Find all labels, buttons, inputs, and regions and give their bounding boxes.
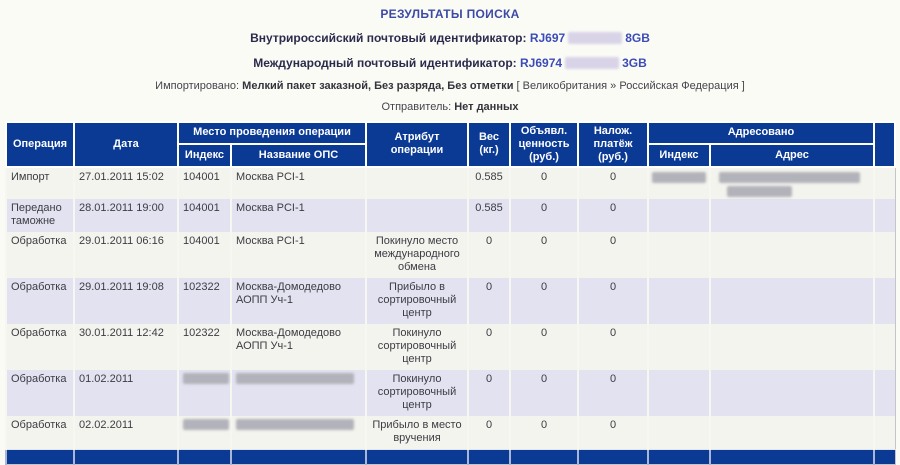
footer-cell [6,449,74,464]
cell-weight: 0 [468,278,510,324]
cell-date: 02.02.2011 [74,416,178,450]
col-header-addr-index: Индекс [648,144,710,167]
cell-date: 30.01.2011 12:42 [74,324,178,370]
international-id-label: Международный почтовый идентификатор: [253,55,517,70]
table-row [6,199,895,232]
cell-end-spacer [874,278,895,324]
cell-place-name: Москва PCI-1 [231,232,366,278]
cell-place-index: 104001 [178,199,231,232]
cell-attribute: Прибыло в сортировочный центр [366,278,468,324]
tracking-table [5,121,896,465]
col-header-cod: Налож. платёж (руб.) [578,122,648,167]
domestic-id-value [530,31,650,45]
cell-cod: 0 [578,370,648,416]
cell-attribute: Покинуло сортировочный центр [366,370,468,416]
table-row [6,416,895,450]
cell-attribute [366,199,468,232]
imported-line [0,80,900,92]
footer-cell [874,449,895,464]
cell-weight: 0 [468,232,510,278]
results-summary [0,0,900,113]
cell-address [710,232,874,278]
col-header-declared-value: Объявл. ценность (руб.) [510,122,578,167]
cell-operation: Импорт [6,167,74,199]
cell-place-index [178,370,231,416]
cell-place-name: Москва PCI-1 [231,199,366,232]
cell-addr-index [648,199,710,232]
cell-declared-value: 0 [510,278,578,324]
international-id-value [520,56,647,70]
redacted-id-segment [568,32,622,44]
footer-cell [578,449,648,464]
page-title: РЕЗУЛЬТАТЫ ПОИСКА [380,7,520,21]
redacted-ops-name [236,419,354,430]
cell-operation: Передано таможне [6,199,74,232]
cell-place-name: Москва PCI-1 [231,167,366,199]
imported-value: Мелкий пакет заказной, Без разряда, Без отметки [242,79,514,92]
cell-declared-value: 0 [510,416,578,450]
sender-line [0,101,900,113]
cell-cod: 0 [578,232,648,278]
cell-address [710,278,874,324]
footer-cell [178,449,231,464]
redacted-index [183,419,229,430]
footer-cell [231,449,366,464]
col-header-addr-address: Адрес [710,144,874,167]
cell-end-spacer [874,232,895,278]
col-header-place-name: Название ОПС [231,144,366,167]
cell-place-name [231,416,366,450]
cell-weight: 0.585 [468,199,510,232]
cell-declared-value: 0 [510,167,578,199]
redacted-ops-name [236,373,354,384]
col-header-weight: Вес (кг.) [468,122,510,167]
footer-cell [74,449,178,464]
footer-cell [468,449,510,464]
cell-attribute: Покинуло место международного обмена [366,232,468,278]
table-row [6,232,895,278]
table-footer [6,449,895,464]
table-header [6,122,895,167]
redacted-addr-index [652,172,706,183]
table-body [6,167,895,450]
footer-cell [510,449,578,464]
cell-addr-index [648,324,710,370]
cell-weight: 0 [468,416,510,450]
cell-end-spacer [874,324,895,370]
cell-end-spacer [874,370,895,416]
redacted-address [719,172,860,183]
col-header-operation: Операция [6,122,74,167]
cell-attribute [366,167,468,199]
col-header-addressed-group: Адресовано [648,122,874,145]
cell-cod: 0 [578,199,648,232]
cell-date: 28.01.2011 19:00 [74,199,178,232]
cell-cod: 0 [578,167,648,199]
cell-end-spacer [874,199,895,232]
cell-weight: 0 [468,370,510,416]
cell-operation: Обработка [6,370,74,416]
cell-address [710,416,874,450]
domestic-id-suffix: 8GB [625,31,650,45]
table-row [6,278,895,324]
cell-operation: Обработка [6,416,74,450]
sender-value: Нет данных [454,100,519,113]
cell-date: 29.01.2011 19:08 [74,278,178,324]
table-row [6,167,895,199]
cell-addr-index [648,232,710,278]
domestic-id-line [0,31,900,46]
cell-addr-index [648,278,710,324]
cell-cod: 0 [578,324,648,370]
cell-date: 01.02.2011 [74,370,178,416]
cell-end-spacer [874,416,895,450]
col-header-place-group: Место проведения операции [178,122,366,145]
cell-addr-index [648,167,710,199]
cell-operation: Обработка [6,232,74,278]
cell-attribute: Прибыло в место вручения [366,416,468,450]
sender-label: Отправитель: [381,100,452,113]
col-header-attribute: Атрибут операции [366,122,468,167]
col-header-place-index: Индекс [178,144,231,167]
cell-declared-value: 0 [510,370,578,416]
cell-attribute: Покинуло сортировочный центр [366,324,468,370]
cell-place-name [231,370,366,416]
cell-declared-value: 0 [510,232,578,278]
cell-declared-value: 0 [510,199,578,232]
international-id-line [0,56,900,71]
cell-address [710,324,874,370]
imported-route: [ Великобритания » Российская Федерация ] [516,79,745,92]
redacted-address [727,186,792,197]
domestic-id-prefix: RJ697 [529,31,566,45]
cell-address [710,370,874,416]
cell-cod: 0 [578,416,648,450]
cell-operation: Обработка [6,278,74,324]
cell-place-index: 102322 [178,324,231,370]
table-footer-row [6,449,895,464]
cell-place-index [178,416,231,450]
footer-cell [366,449,468,464]
cell-addr-index [648,370,710,416]
cell-place-name: Москва-Домодедово АОПП Уч-1 [231,278,366,324]
redacted-index [183,373,229,384]
cell-place-name: Москва-Домодедово АОПП Уч-1 [231,324,366,370]
table-row [6,324,895,370]
col-header-empty [874,122,895,167]
international-id-suffix: 3GB [622,55,647,70]
cell-address [710,199,874,232]
cell-date: 29.01.2011 06:16 [74,232,178,278]
domestic-id-label: Внутрироссийский почтовый идентификатор: [250,31,527,45]
imported-label: Импортировано: [155,79,240,92]
table-row [6,370,895,416]
cell-addr-index [648,416,710,450]
cell-place-index: 102322 [178,278,231,324]
col-header-date: Дата [74,122,178,167]
cell-place-index: 104001 [178,232,231,278]
footer-cell [710,449,874,464]
cell-end-spacer [874,167,895,199]
cell-place-index: 104001 [178,167,231,199]
cell-declared-value: 0 [510,324,578,370]
footer-cell [648,449,710,464]
cell-weight: 0 [468,324,510,370]
cell-address [710,167,874,199]
international-id-prefix: RJ6974 [520,55,563,70]
cell-weight: 0.585 [468,167,510,199]
cell-date: 27.01.2011 15:02 [74,167,178,199]
cell-cod: 0 [578,278,648,324]
redacted-id-segment [565,57,619,69]
cell-operation: Обработка [6,324,74,370]
